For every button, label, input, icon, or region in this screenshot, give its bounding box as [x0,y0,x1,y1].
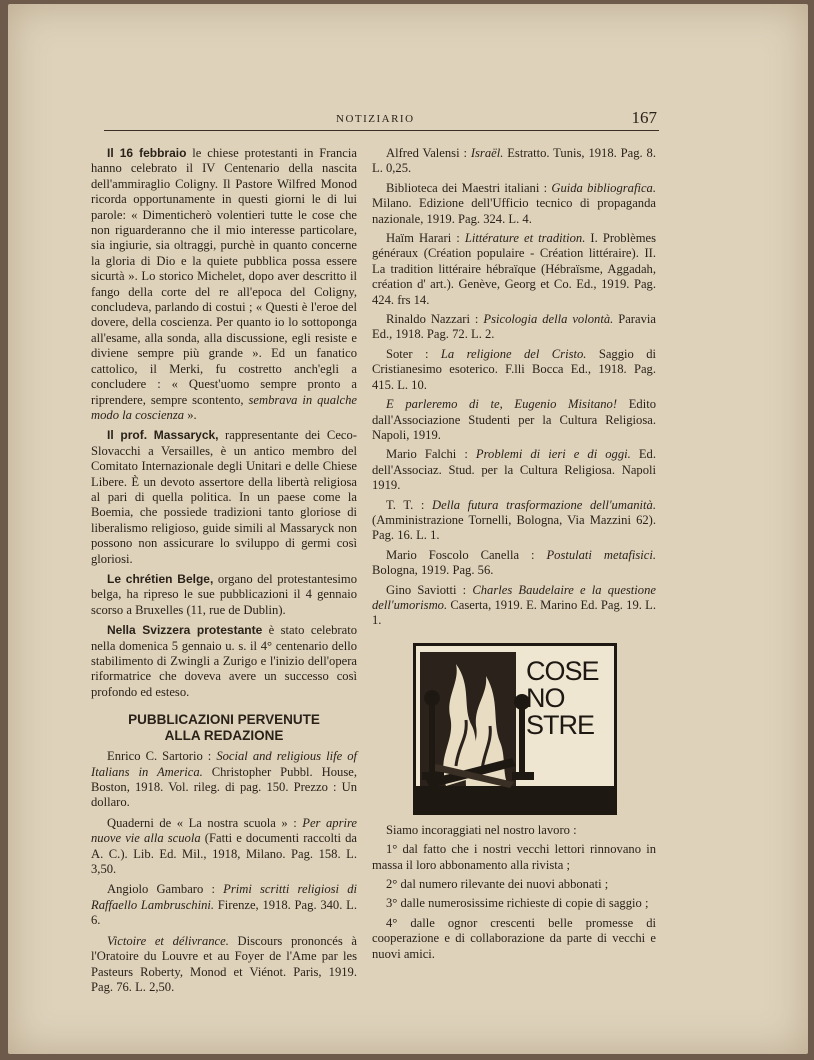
closing-line: 1° dal fatto che i nostri vecchi lettori rinnovano in massa il loro abbonamento alla rivista ; [372,842,656,872]
book-entry: Gino Saviotti : Charles Baudelaire e la questione dell'umorismo. Caserta, 1919. E. Marino Ed. Pag. 19. L. 1. [372,582,656,628]
book-entry: E parleremo di te, Eugenio Misitano! Edito dall'Associazione Studenti per la Cultura Religiosa. Napoli, 1919. [372,397,656,442]
section-heading: PUBBLICAZIONI PERVENUTE ALLA REDAZIONE [128,712,320,744]
closing-line: 2° dal numero rilevante dei nuovi abbonati ; [386,877,609,891]
news-item: Il 16 febbraio le chiese protestanti in Francia hanno celebrato il IV Centenario della nascita dell'ammiraglio Coligny. Il Pastore Wilfred Monod ricorda opportunamente in questi giorni le di lui parole: « Dimenticherò volentieri tutte le cose che non riguarderanno che il mio interesse particolare, sia ingiurie, sia oltraggi, purchè in quanto concerne la gloria di Dio e la quiete pubblica possa essere sicurtà ». Lo storico Michelet, dopo aver descritto il fango della corte del re all'epoca del Coligny, concludeva, parlando di costui ; « Questi è l'eroe del dovere, della coscienza. Per quanto io lo sottoponga all'esame, alla sonda, alla discussione, egli resiste e diviene sempre più grande ». Ed un fanatico cattolico, il Merki, fu costretto anch'egli a concludere : « Quest'uomo sempre pronto a riprendere, sempre scontento, sembrava in qualche modo la coscienza ». [91,146,357,422]
book-entry: Biblioteca dei Maestri italiani : Guida bibliografica. Milano. Edizione dell'Ufficio tecnico di propaganda nazionale, 1919. Pag. 324. L. 4. [372,180,656,226]
news-item: Il prof. Massaryck, rappresentante dei Ceco-Slovacchi a Versailles, è un antico membro del Comitato Internazionale degli Unitari e delle Chiese Libere. È un devoto assertore della libertà religiosa al pari di quella politica. In un paese come la Boemia, che possiede tradizioni tanto gloriose di liberalismo religioso, guide simili al Massaryck non possono non assicurare lo sviluppo di germi così gloriosi. [91,428,357,566]
running-title: NOTIZIARIO [336,113,415,125]
book-entry: Angiolo Gambaro : Primi scritti religiosi di Raffaello Lambruschini. Firenze, 1918. Pag. 340. L. 6. [91,882,357,928]
book-entry: Quaderni de « La nostra scuola » : Per aprire nuove vie alla scuola (Fatti e documenti raccolti da A. C.). Lib. Ed. Mil., 1918, Milano. Pag. 158. L. 3,50. [91,815,358,877]
book-entry: Mario Falchi : Problemi di ieri e di oggi. Ed. dell'Associaz. Stud. per la Cultura Religiosa. Napoli 1919. [372,447,657,493]
left-column [91,146,357,1000]
closing-line: 3° dalle numerosissime richieste di copie di saggio ; [386,896,649,911]
book-entry: Alfred Valensi : Israël. Estratto. Tunis, 1918. Pag. 8. L. 0,25. [372,146,656,176]
woodcut-illustration [413,643,617,815]
closing-line: 4° dalle ognor crescenti belle promesse di cooperazione e di collaborazione da parte di vecchi e nuovi amici. [372,915,656,961]
book-entry: Soter : La religione del Cristo. Saggio di Cristianesimo esoterico. F.lli Bocca Ed., 1918. Pag. 415. L. 10. [372,346,656,392]
book-entry: Haïm Harari : Littérature et tradition. I. Problèmes généraux (Création populaire - Création littéraire). II. La tradition littéraire hébraïque (Hébraïsme, Aggadah, création d' art.). Genève, Georg et Co. Ed., 1919. Pag. 424. frs 14. [372,231,656,307]
news-item: Nella Svizzera protestante è stato celebrato nella domenica 5 gennaio u. s. il 4° centenario dello stabilimento di Zwingli a Zurigo e l'inizio dell'opera riformatrice che doveva avere un successo così profondo ed esteso. [91,623,357,699]
book-entry: Victoire et délivrance. Discours prononcés à l'Oratoire du Louvre et au Foyer de l'Ame par les Pasteurs Roberty, Monod et Viénot. Paris, 1919. Pag. 76. L. 2,50. [91,933,357,994]
page-number: 167 [631,108,657,127]
book-entry: T. T. : Della futura trasformazione dell'umanità. (Amministrazione Tornelli, Bologna, Via Mazzini 62). Pag. 16. L. 1. [372,497,656,543]
page-header [104,108,659,131]
woodcut-motto: COSE NO STRE [526,655,599,740]
book-entry: Rinaldo Nazzari : Psicologia della volontà. Paravia Ed., 1918. Pag. 72. L. 2. [372,312,656,342]
book-entry: Mario Foscolo Canella : Postulati metafisici. Bologna, 1919. Pag. 56. [372,547,657,578]
journal-page [8,4,808,1054]
closing-line: Siamo incoraggiati nel nostro lavoro : [386,822,577,837]
book-entry: Enrico C. Sartorio : Social and religious life of Italians in America. Christopher Pubbl. House, Boston, 1918. Vol. rileg. di pag. 150. Prezzo : Un dollaro. [91,749,357,810]
closing-note [372,823,656,962]
news-item: Le chrétien Belge, organo del protestantesimo belga, ha ripreso le sue pubblicazioni il 4 gennaio scorso a Bruxelles (11, rue de Dublin). [91,571,357,617]
right-column [372,146,656,966]
